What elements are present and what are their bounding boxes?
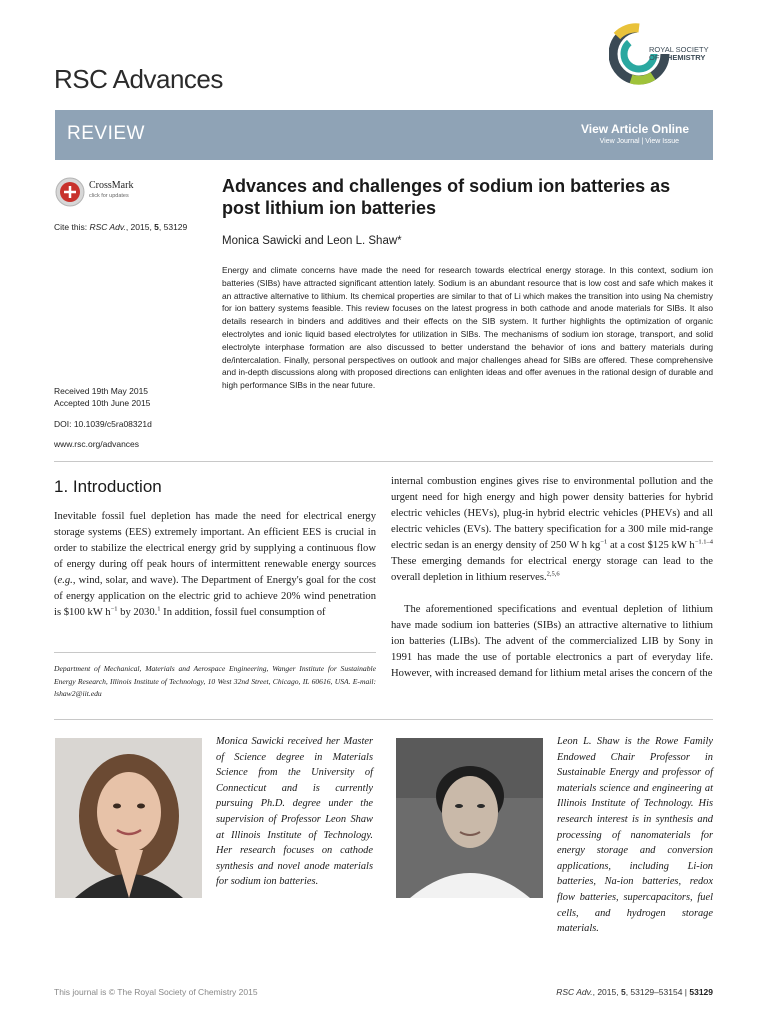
journal-website-link[interactable]: www.rsc.org/advances	[54, 439, 140, 449]
crossmark-sublabel: click for updates	[89, 193, 129, 199]
author-photo-sawicki	[55, 738, 202, 898]
doi[interactable]: DOI: 10.1039/c5ra08321d	[54, 419, 152, 429]
authors[interactable]: Monica Sawicki and Leon L. Shaw*	[222, 235, 402, 247]
footer-volume: 5	[620, 987, 626, 997]
crossmark-badge[interactable]	[55, 175, 145, 209]
footer-copyright: This journal is © The Royal Society of Chemistry 2015	[54, 987, 258, 997]
divider-top	[54, 461, 713, 462]
rsc-logo[interactable]	[609, 16, 719, 94]
logo-text-line1: ROYAL SOCIETY	[649, 45, 709, 54]
article-type-label: REVIEW	[67, 123, 145, 144]
crossmark-label: CrossMark	[89, 180, 134, 191]
citation	[54, 222, 187, 232]
footer-year: , 2015,	[592, 987, 621, 997]
view-links	[600, 138, 679, 145]
article-title-line1: Advances and challenges of sodium ion batteries as	[222, 176, 671, 196]
divider-bios	[54, 719, 713, 720]
citation-ref[interactable]: .1–4	[701, 538, 713, 546]
footer-journal: RSC Adv.	[556, 987, 593, 997]
cite-year: , 2015,	[125, 222, 155, 232]
view-issue-link[interactable]: View Issue	[645, 138, 679, 145]
crossmark-icon	[55, 175, 85, 209]
article-title	[222, 175, 722, 219]
accepted-date: Accepted 10th June 2015	[54, 398, 151, 408]
portrait-image	[55, 738, 202, 898]
author-photo-shaw	[396, 738, 543, 898]
author-bio-shaw: Leon L. Shaw is the Rowe Family Endowed Chair Professor in Sustainable Energy and professor of materials science and engineering at Illinois Institute of Technology. His research interest is in synthesis and processing of nanomaterials for energy storage and conversion applications, including Li-ion batteries, Na-ion batteries, redox flow batteries, supercapacitors, fuel cells, and hydrogen storage materials.	[557, 736, 713, 935]
author-bio-sawicki: Monica Sawicki received her Master of Science degree in Materials Science from the University of Connecticut and is currently pursuing Ph.D. degree under the supervision of Professor Leon Shaw at Illinois Institute of Technology. Her research focuses on cathode synthesis and novel anode materials for sodium ion batteries.	[216, 736, 373, 888]
journal-title: RSC Advances	[54, 64, 223, 94]
view-article-online-link[interactable]: View Article Online	[580, 122, 689, 136]
received-date: Received 19th May 2015	[54, 386, 149, 396]
intro-right-paragraph-2: The aforementioned specifications and eventual depletion of lithium have made sodium ion batteries (SIBs) an attractive alternative to lithium ion batteries (LIBs). The advent of the commercialized LIB by Sony in 1991 has made the use of portable electronics a part of everyday life. However, with increased demand for lithium metal arises the concern of the	[391, 604, 713, 679]
portrait-image	[396, 738, 543, 898]
intro-left-paragraph: Inevitable fossil fuel depletion has made the need for electrical energy storage systems (EES) extremely important. An efficient EES is crucial in order to stabilize the electrical energy grid by supplying a continuous flow of energy during off peak hours of intermittent renewable energy sources (e.g., wind, solar, and wave). The Department of Energy's goal for the cost of energy application on the electric grid to achieve 20% wind penetration is $100 kW $h^{-1}$ by 2030.$^1$ In addition, fossil fuel consumption of	[54, 511, 376, 618]
cite-page: , 53129	[158, 222, 188, 232]
view-journal-link[interactable]: View Journal	[599, 138, 640, 145]
review-band	[55, 110, 713, 160]
view-links-separator: |	[639, 138, 646, 145]
logo-text-line3: CHEMISTRY	[661, 53, 706, 62]
affiliation-divider	[54, 652, 376, 653]
author-affiliation: Department of Mechanical, Materials and Aerospace Engineering, Wanger Institute for Sustainable Energy Research, Illinois Institute of Technology, 10 West 32nd Street, Chicago, IL 60616, USA. E-mail: lshaw2@iit.edu	[54, 664, 376, 698]
footer-pages: , 53129–53154 |	[625, 987, 690, 997]
page-number: 53129	[689, 987, 713, 997]
footer-citation	[556, 987, 713, 997]
cite-prefix: Cite this:	[54, 222, 90, 232]
abstract: Energy and climate concerns have made the need for research towards electrical energy storage. In this context, sodium ion batteries (SIBs) have attracted significant attention lately. Sodium is an abundant resource that is low cost and safe which makes it an attractive alternative to lithium. Its chemical properties are similar to that of Li which makes the transition into using Na chemistry for ion battery systems feasible. This review focuses on the latest progress in both cathode and anode materials for SIBs. It also details research in binders and additives and their effects on the SIB system. It further highlights the optimization of organic electrolytes and ionic liquid based electrolytes for utilization in SIBs. The mechanisms of sodium ion storage, transport, and solid electrolyte interphase formation are also discussed to better understand the behavior of ions and battery materials during de/intercalation. Finally, personal perspectives on outlook and major challenges ahead for SIBs are offered. These comprehensive and in-depth discussions along with proposed directions can enlighten ideas and offer avenues in the rational design of durable and high performance SIBs in the near future.	[222, 265, 713, 391]
logo-text-line2: OF	[649, 53, 660, 62]
article-title-line2: post lithium ion batteries	[222, 198, 437, 218]
section-heading: 1. Introduction	[54, 477, 162, 496]
citation-ref[interactable]: 1	[157, 605, 161, 613]
intro-right-paragraph-1: internal combustion engines gives rise to environmental pollution and the urgent need for high energy and high power density batteries for hybrid electric vehicles (HEVs), plug-in hybrid electric vehicles (PHEVs) and all electric vehicles (EVs). The battery specification for a 300 mile mid-range electric sedan is an energy density of 250 W h $kg^{-1}$ at a cost $125 kW $h^{-1.1-4}$ These emerging demands for electrical energy storage can lead to the overall depletion in lithium reserves.$^{2,5,6}$	[391, 476, 713, 583]
cite-volume: 5	[154, 222, 159, 232]
cite-journal: RSC Adv.	[89, 222, 126, 232]
citation-ref[interactable]: 2,5,6	[546, 570, 560, 578]
